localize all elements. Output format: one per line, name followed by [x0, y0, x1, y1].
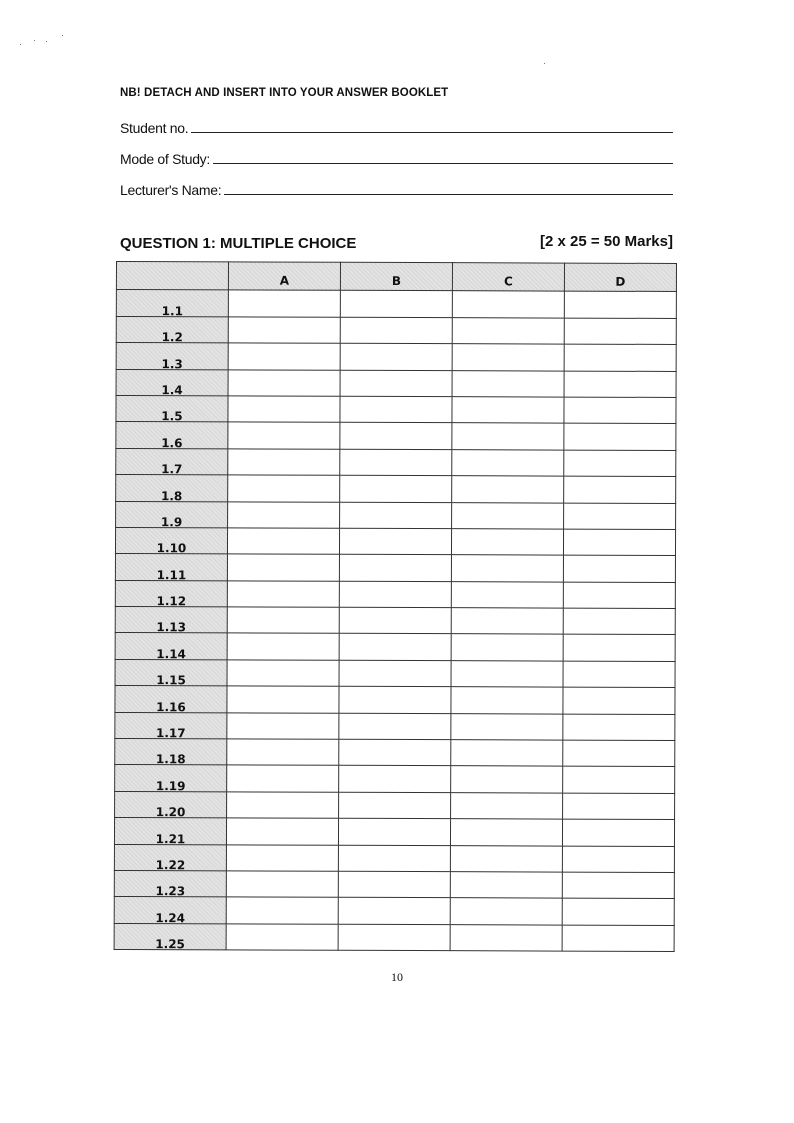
question-number-cell	[114, 844, 226, 871]
answer-cell-a[interactable]	[228, 317, 340, 344]
column-header-d: D	[564, 263, 676, 292]
student-number-line[interactable]	[191, 131, 673, 133]
question-number-cell	[116, 290, 228, 317]
answer-cell-d[interactable]	[564, 503, 676, 530]
answer-cell-d[interactable]	[563, 608, 675, 635]
table-row	[114, 818, 674, 846]
table-row	[115, 739, 675, 767]
answer-cell-a[interactable]	[227, 633, 339, 660]
answer-cell-c[interactable]	[451, 529, 563, 556]
answer-cell-b[interactable]	[340, 396, 452, 423]
answer-cell-a[interactable]	[226, 924, 338, 951]
table-row	[116, 316, 676, 344]
answer-cell-d[interactable]	[563, 714, 675, 741]
lecturer-name-field[interactable]	[120, 182, 673, 198]
answer-cell-a[interactable]	[226, 818, 338, 845]
question-number-cell	[114, 923, 226, 950]
answer-cell-c[interactable]	[451, 555, 563, 582]
question-number-cell	[115, 765, 227, 792]
answer-cell-d[interactable]	[564, 450, 676, 477]
answer-cell-c[interactable]	[450, 898, 562, 925]
table-row	[116, 501, 676, 529]
answer-cell-b[interactable]	[339, 766, 451, 793]
table-row	[115, 765, 675, 793]
table-row	[114, 923, 674, 951]
answer-cell-a[interactable]	[227, 660, 339, 687]
student-number-label: Student no.	[120, 120, 189, 136]
question-number: 1.6	[161, 435, 183, 450]
question-marks: [2 x 25 = 50 Marks]	[539, 233, 673, 250]
lecturer-name-label: Lecturer's Name:	[120, 182, 222, 198]
question-number: 1.24	[155, 910, 186, 926]
answer-cell-a[interactable]	[228, 396, 340, 423]
table-row	[116, 475, 676, 503]
answer-cell-d[interactable]	[563, 687, 675, 714]
question-number-cell	[115, 659, 227, 686]
question-number: 1.20	[155, 805, 186, 820]
answer-cell-d[interactable]	[562, 872, 674, 899]
answer-cell-d[interactable]	[564, 397, 676, 424]
answer-cell-b[interactable]	[340, 449, 452, 476]
question-number-cell	[116, 501, 228, 528]
question-number: 1.14	[156, 647, 186, 662]
answer-cell-c[interactable]	[451, 687, 563, 714]
question-number: 1.10	[156, 541, 187, 556]
answer-cell-b[interactable]	[339, 528, 451, 555]
answer-cell-a[interactable]	[227, 607, 339, 634]
question-number-cell	[116, 395, 228, 422]
question-number: 1.13	[156, 620, 187, 635]
answer-cell-a[interactable]	[226, 871, 338, 898]
scan-speck	[544, 63, 545, 64]
question-number-cell	[116, 343, 228, 370]
question-number: 1.7	[161, 462, 183, 477]
question-number: 1.4	[161, 383, 183, 398]
answer-cell-a[interactable]	[227, 739, 339, 766]
answer-cell-b[interactable]	[340, 502, 452, 529]
table-row	[116, 395, 676, 423]
column-header-a: A	[228, 262, 340, 291]
question-number: 1.8	[161, 488, 183, 503]
scan-speck	[20, 44, 21, 45]
answer-cell-b[interactable]	[340, 343, 452, 370]
mode-of-study-line[interactable]	[213, 162, 673, 164]
answer-cell-c[interactable]	[451, 713, 563, 740]
answer-cell-d[interactable]	[564, 291, 676, 318]
answer-cell-c[interactable]	[451, 634, 563, 661]
question-number: 1.19	[155, 778, 186, 794]
answer-grid-body	[114, 290, 676, 952]
student-number-field[interactable]	[120, 120, 673, 136]
answer-cell-a[interactable]	[228, 290, 340, 317]
answer-cell-c[interactable]	[452, 449, 564, 476]
scan-speck	[46, 41, 47, 42]
answer-cell-d[interactable]	[563, 740, 675, 767]
table-row	[116, 369, 676, 397]
question-number: 1.1	[161, 303, 183, 319]
answer-cell-b[interactable]	[340, 423, 452, 450]
answer-cell-c[interactable]	[452, 344, 564, 371]
table-row	[114, 897, 674, 925]
answer-cell-b[interactable]	[339, 607, 451, 634]
answer-cell-c[interactable]	[452, 423, 564, 450]
question-number: 1.23	[155, 884, 186, 899]
answer-cell-c[interactable]	[450, 924, 562, 951]
answer-cell-c[interactable]	[451, 608, 563, 635]
answer-cell-d[interactable]	[563, 766, 675, 793]
question-number: 1.21	[155, 831, 186, 846]
answer-cell-c[interactable]	[451, 740, 563, 767]
answer-cell-c[interactable]	[451, 792, 563, 819]
answer-cell-b[interactable]	[339, 634, 451, 661]
answer-cell-a[interactable]	[228, 475, 340, 502]
question-number-cell	[115, 580, 227, 607]
question-number: 1.22	[155, 858, 186, 873]
answer-cell-c[interactable]	[452, 317, 564, 344]
question-number-cell	[116, 475, 228, 502]
question-number-cell	[115, 607, 227, 634]
answer-cell-d[interactable]	[564, 476, 676, 503]
question-number: 1.12	[156, 594, 187, 609]
column-header-c: C	[452, 263, 564, 292]
question-number-cell	[114, 897, 226, 924]
answer-cell-d[interactable]	[562, 925, 674, 952]
page-number: 10	[391, 970, 403, 984]
answer-grid-header-row	[116, 262, 676, 292]
question-number: 1.9	[160, 515, 183, 530]
question-number-cell	[115, 554, 227, 581]
answer-cell-a[interactable]	[227, 528, 339, 555]
table-row	[115, 527, 675, 555]
answer-cell-b[interactable]	[339, 792, 451, 819]
answer-cell-a[interactable]	[228, 449, 340, 476]
answer-cell-d[interactable]	[564, 344, 676, 371]
answer-cell-a[interactable]	[226, 844, 338, 871]
answer-cell-c[interactable]	[452, 476, 564, 503]
answer-cell-a[interactable]	[228, 422, 340, 449]
question-number: 1.17	[156, 726, 186, 741]
question-number-cell	[115, 633, 227, 660]
answer-cell-b[interactable]	[339, 660, 451, 687]
answer-cell-c[interactable]	[452, 397, 564, 424]
table-row	[115, 554, 675, 582]
answer-cell-b[interactable]	[340, 291, 452, 318]
detach-notice: NB! DETACH AND INSERT INTO YOUR ANSWER BOOKLET	[120, 87, 449, 99]
question-number-cell	[115, 739, 227, 766]
answer-cell-a[interactable]	[227, 792, 339, 819]
question-number-cell	[115, 527, 227, 554]
answer-cell-a[interactable]	[227, 713, 339, 740]
scan-speck	[62, 35, 63, 36]
answer-cell-d[interactable]	[562, 846, 674, 873]
answer-cell-a[interactable]	[228, 501, 340, 528]
question-number: 1.18	[155, 752, 186, 767]
answer-cell-a[interactable]	[228, 369, 340, 396]
question-number-cell	[116, 316, 228, 343]
table-row	[115, 791, 675, 819]
table-row	[115, 633, 675, 661]
table-row	[115, 607, 675, 635]
mode-of-study-label: Mode of Study:	[120, 151, 210, 167]
answer-cell-c[interactable]	[450, 819, 562, 846]
answer-cell-b[interactable]	[339, 739, 451, 766]
question-number: 1.15	[156, 673, 186, 688]
answer-cell-b[interactable]	[340, 370, 452, 397]
answer-cell-b[interactable]	[340, 317, 452, 344]
answer-cell-d[interactable]	[564, 318, 676, 345]
answer-cell-d[interactable]	[563, 793, 675, 820]
question-number-cell	[114, 870, 226, 897]
table-row	[115, 686, 675, 714]
mode-of-study-field[interactable]	[120, 151, 673, 167]
question-number: 1.2	[161, 330, 183, 345]
table-row	[116, 290, 676, 318]
scan-speck	[34, 40, 35, 41]
answer-cell-b[interactable]	[338, 898, 450, 925]
question-number: 1.3	[161, 356, 183, 371]
question-number-cell	[116, 422, 228, 449]
table-row	[115, 712, 675, 740]
answer-cell-a[interactable]	[227, 765, 339, 792]
table-row	[115, 659, 675, 687]
answer-cell-b[interactable]	[338, 871, 450, 898]
answer-cell-a[interactable]	[227, 554, 339, 581]
answer-cell-b[interactable]	[339, 555, 451, 582]
table-row	[116, 422, 676, 450]
question-number-cell	[115, 712, 227, 739]
table-row	[116, 343, 676, 371]
answer-cell-c[interactable]	[452, 502, 564, 529]
answer-cell-d[interactable]	[563, 582, 675, 609]
answer-cell-c[interactable]	[450, 872, 562, 899]
answer-cell-d[interactable]	[562, 898, 674, 925]
answer-cell-b[interactable]	[339, 581, 451, 608]
table-row	[114, 844, 674, 872]
answer-cell-a[interactable]	[228, 343, 340, 370]
question-number-cell	[115, 686, 227, 713]
answer-cell-d[interactable]	[562, 819, 674, 846]
question-number: 1.11	[156, 567, 187, 582]
question-number-cell	[114, 818, 226, 845]
answer-cell-c[interactable]	[451, 661, 563, 688]
corner-cell	[116, 262, 228, 291]
answer-cell-c[interactable]	[451, 766, 563, 793]
table-row	[115, 580, 675, 608]
question-number: 1.5	[161, 409, 183, 424]
question-number-cell	[116, 448, 228, 475]
answer-cell-a[interactable]	[226, 897, 338, 924]
answer-cell-d[interactable]	[563, 635, 675, 662]
lecturer-name-line[interactable]	[224, 193, 673, 195]
answer-cell-a[interactable]	[227, 686, 339, 713]
answer-cell-d[interactable]	[564, 371, 676, 398]
answer-cell-b[interactable]	[339, 713, 451, 740]
answer-grid	[114, 261, 677, 952]
answer-cell-b[interactable]	[339, 687, 451, 714]
question-title: QUESTION 1: MULTIPLE CHOICE	[120, 235, 357, 252]
answer-cell-b[interactable]	[338, 818, 450, 845]
answer-cell-d[interactable]	[563, 555, 675, 582]
column-header-b: B	[340, 262, 452, 291]
answer-cell-a[interactable]	[227, 581, 339, 608]
answer-cell-d[interactable]	[563, 661, 675, 688]
answer-cell-b[interactable]	[338, 845, 450, 872]
answer-cell-c[interactable]	[450, 845, 562, 872]
answer-cell-d[interactable]	[563, 529, 675, 556]
answer-cell-c[interactable]	[451, 581, 563, 608]
table-row	[116, 448, 676, 476]
answer-cell-b[interactable]	[338, 924, 450, 951]
table-row	[114, 870, 674, 898]
question-number-cell	[116, 369, 228, 396]
answer-cell-b[interactable]	[340, 475, 452, 502]
question-number-cell	[115, 791, 227, 818]
question-number: 1.25	[155, 937, 185, 952]
question-number: 1.16	[156, 699, 186, 714]
answer-cell-c[interactable]	[452, 370, 564, 397]
answer-cell-d[interactable]	[564, 423, 676, 450]
answer-cell-c[interactable]	[452, 291, 564, 318]
